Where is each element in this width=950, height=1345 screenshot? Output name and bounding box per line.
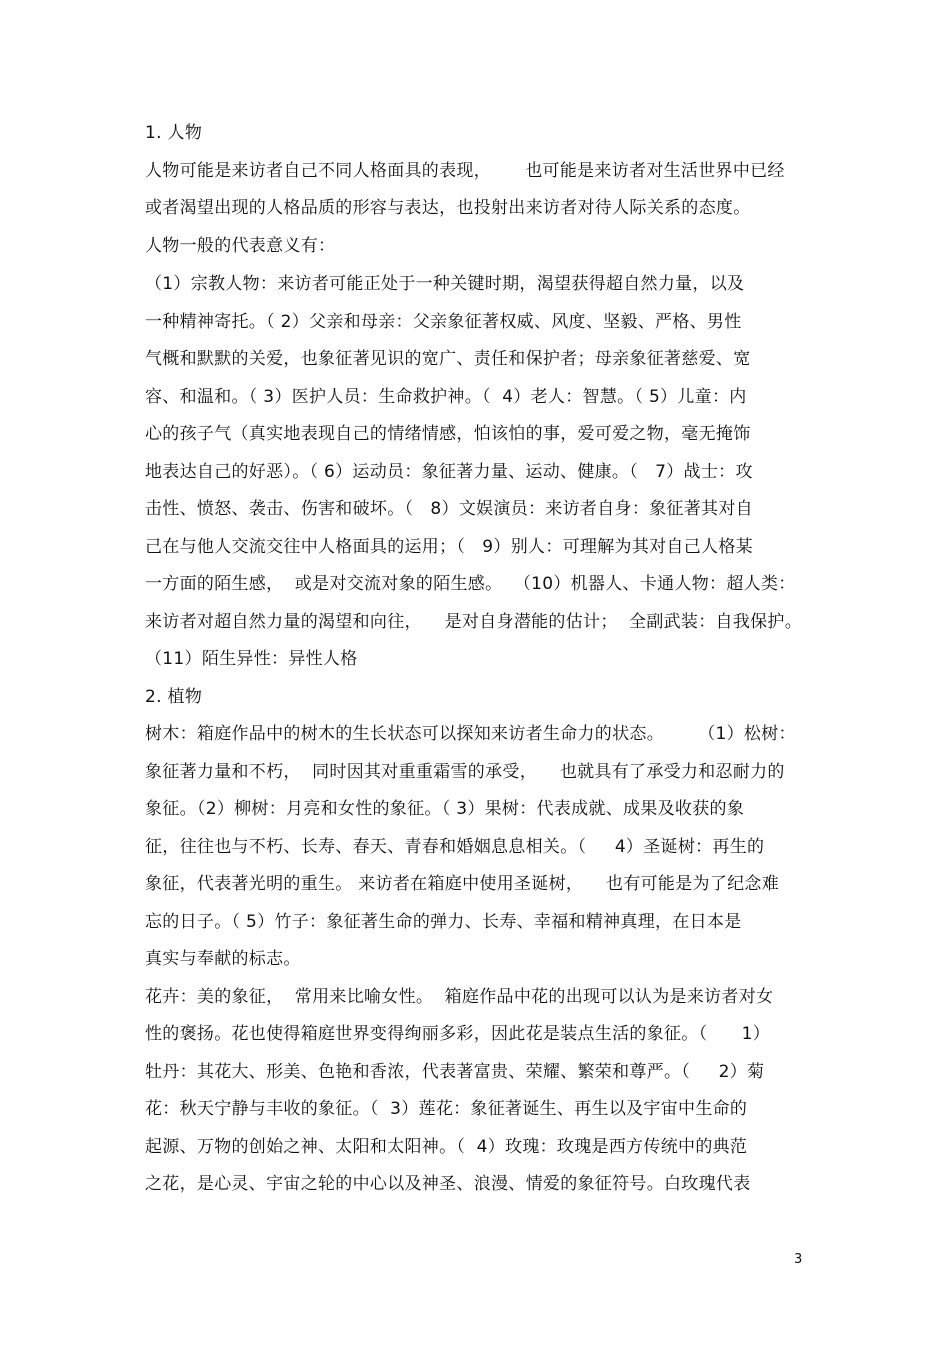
text-line: 来访者对超自然力量的渴望和向往， 是对自身潜能的估计； 全副武装：自我保护。 (145, 612, 803, 632)
text-line: （1）宗教人物：来访者可能正处于一种关键时期，渴望获得超自然力量，以及 (145, 274, 745, 294)
text-line: 击性、愤怒、袭击、伤害和破坏。（ 8）文娱演员：来访者自身：象征著其对自 (145, 499, 753, 519)
text-line: 起源、万物的创始之神、太阳和太阳神。（ 4）玫瑰：玫瑰是西方传统中的典范 (145, 1137, 748, 1157)
text-line: 容、和温和。（ 3）医护人员：生命救护神。（ 4）老人：智慧。（ 5）儿童：内 (145, 387, 747, 407)
text-line: 之花，是心灵、宇宙之轮的中心以及神圣、浪漫、情爱的象征符号。白玫瑰代表 (145, 1174, 751, 1194)
text-line: 牡丹：其花大、形美、色艳和香浓，代表著富贵、荣耀、繁荣和尊严。（ 2）菊 (145, 1062, 765, 1082)
text-line: 象征著力量和不朽， 同时因其对重重霜雪的承受， 也就具有了承受力和忍耐力的 (145, 762, 785, 782)
text-line: （11）陌生异性：异性人格 (145, 649, 358, 669)
page-number: 3 (794, 1252, 803, 1267)
text-line: 忘的日子。（ 5）竹子：象征著生命的弹力、长寿、幸福和精神真理，在日本是 (145, 912, 742, 932)
text-line: 花：秋天宁静与丰收的象征。（ 3）莲花：象征著诞生、再生以及宇宙中生命的 (145, 1099, 748, 1119)
text-line: 一方面的陌生感， 或是对交流对象的陌生感。 （10）机器人、卡通人物：超人类： (145, 574, 796, 594)
section-heading-people: 1. 人物 (145, 123, 203, 143)
text-line: 花卉：美的象征， 常用来比喻女性。 箱庭作品中花的出现可以认为是来访者对女 (145, 987, 774, 1007)
text-line: 气概和默默的关爱，也象征著见识的宽广、责任和保护者；母亲象征著慈爱、宽 (145, 349, 751, 369)
text-line: 人物可能是来访者自己不同人格面具的表现， 也可能是来访者对生活世界中已经 (145, 161, 785, 181)
text-line: 象征，代表著光明的重生。 来访者在箱庭中使用圣诞树， 也有可能是为了纪念难 (145, 874, 780, 894)
text-line: 或者渴望出现的人格品质的形容与表达，也投射出来访者对待人际关系的态度。 (145, 198, 751, 218)
text-line: 己在与他人交流交往中人格面具的运用；（ 9）别人：可理解为其对自己人格某 (145, 537, 753, 557)
text-line: 人物一般的代表意义有： (145, 236, 336, 256)
text-line: 心的孩子气（真实地表现自己的情绪情感，怕该怕的事，爱可爱之物，毫无掩饰 (145, 424, 751, 444)
text-line: 征，往往也与不朽、长寿、春天、青春和婚姻息息相关。（ 4）圣诞树：再生的 (145, 837, 765, 857)
text-line: 树木：箱庭作品中的树木的生长状态可以探知来访者生命力的状态。 （1）松树： (145, 724, 796, 744)
text-line: 性的褒扬。花也使得箱庭世界变得绚丽多彩，因此花是装点生活的象征。（ 1） (145, 1024, 771, 1044)
text-line: 真实与奉献的标志。 (145, 949, 301, 969)
section-heading-plants: 2. 植物 (145, 687, 203, 707)
text-line: 一种精神寄托。（ 2）父亲和母亲：父亲象征著权威、风度、坚毅、严格、男性 (145, 312, 742, 332)
text-line: 地表达自己的好恶）。（ 6）运动员：象征著力量、运动、健康。（ 7）战士：攻 (145, 462, 753, 482)
text-line: 象征。（2）柳树：月亮和女性的象征。（ 3）果树：代表成就、成果及收获的象 (145, 799, 745, 819)
